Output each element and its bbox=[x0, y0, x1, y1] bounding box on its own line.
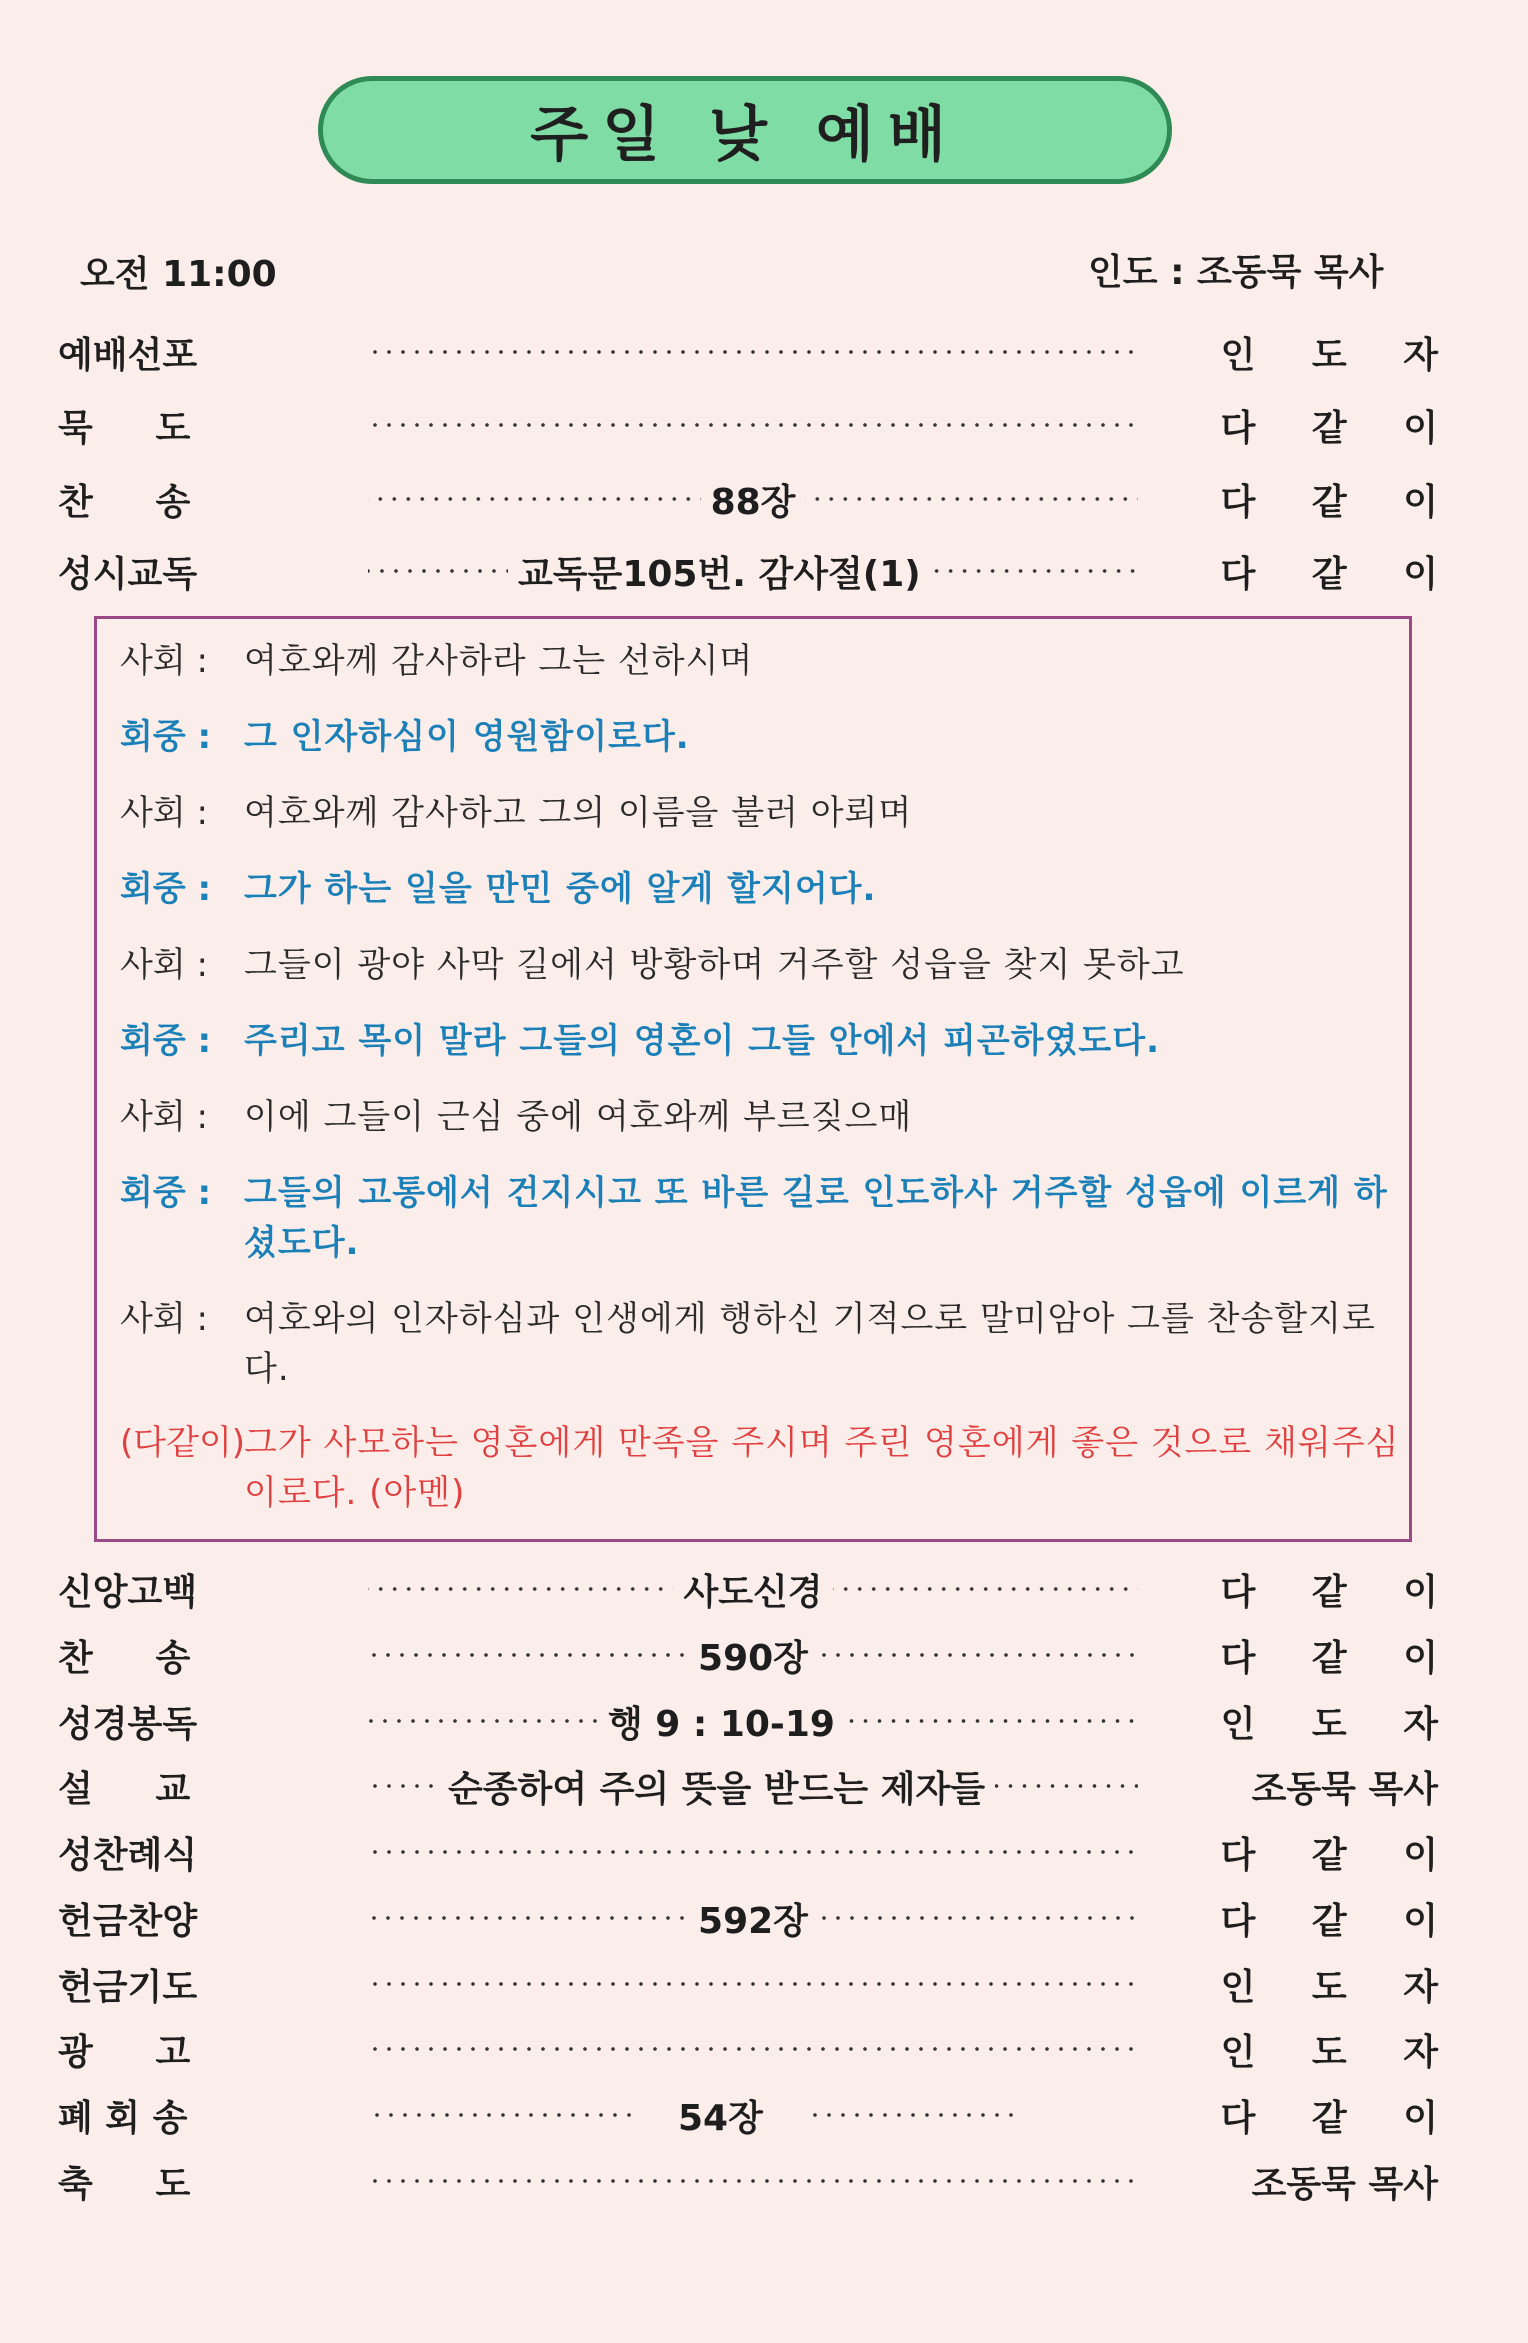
reading-role: 회중 : bbox=[120, 717, 212, 757]
order-participant: 인 도 자 bbox=[1220, 334, 1460, 376]
order-participant: 다 같 이 bbox=[1220, 1900, 1460, 1942]
reading-role: 사회 : bbox=[120, 1097, 208, 1137]
order-participant: 다 같 이 bbox=[1220, 2097, 1460, 2139]
order-leader-dots bbox=[368, 1893, 1138, 1944]
reading-text: 그가 하는 일을 만민 중에 알게 할지어다. bbox=[244, 869, 877, 909]
order-label: 신앙고백 bbox=[58, 1571, 198, 1613]
order-leader-dots bbox=[368, 546, 1138, 597]
order-row bbox=[58, 2090, 1460, 2140]
reading-role: (다같이) bbox=[120, 1423, 246, 1463]
order-detail: 교독문105번. 감사절(1) bbox=[518, 553, 921, 595]
order-row bbox=[58, 1630, 1460, 1680]
order-leader-dots bbox=[368, 350, 1138, 354]
reading-role: 사회 : bbox=[120, 641, 208, 681]
reading-line bbox=[120, 1092, 1400, 1142]
service-title-banner bbox=[318, 76, 1172, 184]
order-row bbox=[58, 2156, 1438, 2206]
reading-line bbox=[120, 1294, 1400, 1394]
order-row bbox=[58, 1893, 1460, 1943]
order-label: 설 교 bbox=[58, 1768, 191, 1810]
order-participant: 다 같 이 bbox=[1220, 1571, 1460, 1613]
order-leader-dots bbox=[368, 2179, 1138, 2183]
order-row bbox=[58, 546, 1460, 596]
order-row bbox=[58, 1959, 1460, 2009]
order-leader-dots bbox=[368, 1761, 1138, 1812]
order-row bbox=[58, 1696, 1460, 1746]
order-row bbox=[58, 327, 1460, 377]
order-detail: 54장 bbox=[678, 2097, 763, 2139]
order-row bbox=[58, 1564, 1460, 1614]
reading-text: 여호와께 감사하라 그는 선하시며 bbox=[244, 641, 754, 681]
reading-text: 주리고 목이 말라 그들의 영혼이 그들 안에서 피곤하였도다. bbox=[244, 1021, 1161, 1061]
reading-role: 회중 : bbox=[120, 1173, 212, 1213]
reading-text: 그가 사모하는 영혼에게 만족을 주시며 주린 영혼에게 좋은 것으로 채워주심이로다. (아멘) bbox=[244, 1423, 1400, 1513]
order-label: 성경봉독 bbox=[58, 1703, 198, 1745]
order-label: 헌금찬양 bbox=[58, 1900, 198, 1942]
reading-text: 그 인자하심이 영원함이로다. bbox=[244, 717, 690, 757]
order-label: 찬 송 bbox=[58, 481, 191, 523]
order-row bbox=[58, 474, 1460, 524]
reading-line bbox=[120, 788, 1400, 838]
reading-line bbox=[120, 864, 1400, 914]
order-detail: 순종하여 주의 뜻을 받드는 제자들 bbox=[448, 1768, 985, 1810]
reading-text: 이에 그들이 근심 중에 여호와께 부르짖으매 bbox=[244, 1097, 913, 1137]
order-leader-dots bbox=[368, 2047, 1138, 2051]
order-label: 예배선포 bbox=[58, 334, 198, 376]
order-label: 묵 도 bbox=[58, 407, 191, 449]
reading-line bbox=[120, 1418, 1400, 1518]
reading-line bbox=[120, 712, 1400, 762]
order-row bbox=[58, 400, 1460, 450]
order-leader-dots bbox=[368, 474, 1138, 525]
order-row bbox=[58, 2024, 1460, 2074]
order-leader-dots bbox=[368, 1630, 1138, 1681]
order-detail: 88장 bbox=[710, 481, 796, 523]
reading-text: 여호와의 인자하심과 인생에게 행하신 기적으로 말미암아 그를 찬송할지로다. bbox=[244, 1299, 1376, 1389]
reading-text: 그들이 광야 사막 길에서 방황하며 거주할 성읍을 찾지 못하고 bbox=[244, 945, 1185, 985]
order-leader-dots bbox=[368, 1564, 1138, 1615]
order-participant: 다 같 이 bbox=[1220, 1834, 1460, 1876]
reading-role: 사회 : bbox=[120, 793, 208, 833]
reading-line bbox=[120, 1168, 1400, 1268]
reading-role: 사회 : bbox=[120, 1299, 208, 1339]
order-detail: 행 9 : 10-19 bbox=[608, 1703, 835, 1745]
order-leader-dots bbox=[368, 1850, 1138, 1854]
order-label: 폐 회 송 bbox=[58, 2097, 188, 2139]
reading-role: 회중 : bbox=[120, 1021, 212, 1061]
order-participant: 인 도 자 bbox=[1220, 1966, 1460, 2008]
order-participant: 조동묵 목사 bbox=[1251, 2163, 1438, 2205]
order-participant: 조동묵 목사 bbox=[1251, 1768, 1438, 1810]
order-label: 성찬례식 bbox=[58, 1834, 198, 1876]
order-leader-dots bbox=[368, 1982, 1138, 1986]
order-detail: 사도신경 bbox=[683, 1571, 823, 1613]
order-participant: 인 도 자 bbox=[1220, 2031, 1460, 2073]
order-label: 찬 송 bbox=[58, 1637, 191, 1679]
reading-role: 사회 : bbox=[120, 945, 208, 985]
order-row bbox=[58, 1827, 1460, 1877]
order-leader-dots bbox=[368, 2090, 1138, 2141]
reading-line bbox=[120, 940, 1400, 990]
order-label: 헌금기도 bbox=[58, 1966, 198, 2008]
order-participant: 다 같 이 bbox=[1220, 553, 1460, 595]
order-leader-dots bbox=[368, 1696, 1138, 1747]
order-label: 축 도 bbox=[58, 2163, 191, 2205]
page-title: 주일 낮 예배 bbox=[530, 100, 960, 170]
reading-line bbox=[120, 636, 1400, 686]
order-row bbox=[58, 1761, 1438, 1811]
order-detail: 590장 bbox=[698, 1637, 808, 1679]
order-participant: 인 도 자 bbox=[1220, 1703, 1460, 1745]
order-leader-dots bbox=[368, 423, 1138, 427]
order-label: 성시교독 bbox=[58, 553, 198, 595]
service-time: 오전 11:00 bbox=[80, 254, 277, 295]
order-participant: 다 같 이 bbox=[1220, 481, 1460, 523]
order-participant: 다 같 이 bbox=[1220, 1637, 1460, 1679]
reading-text: 그들의 고통에서 건지시고 또 바른 길로 인도하사 거주할 성읍에 이르게 하셨도다. bbox=[244, 1173, 1388, 1263]
service-leader: 인도 : 조동묵 목사 bbox=[1088, 252, 1384, 293]
reading-text: 여호와께 감사하고 그의 이름을 불러 아뢰며 bbox=[244, 793, 913, 833]
reading-role: 회중 : bbox=[120, 869, 212, 909]
order-label: 광 고 bbox=[58, 2031, 191, 2073]
order-participant: 다 같 이 bbox=[1220, 407, 1460, 449]
order-detail: 592장 bbox=[698, 1900, 808, 1942]
reading-line bbox=[120, 1016, 1400, 1066]
